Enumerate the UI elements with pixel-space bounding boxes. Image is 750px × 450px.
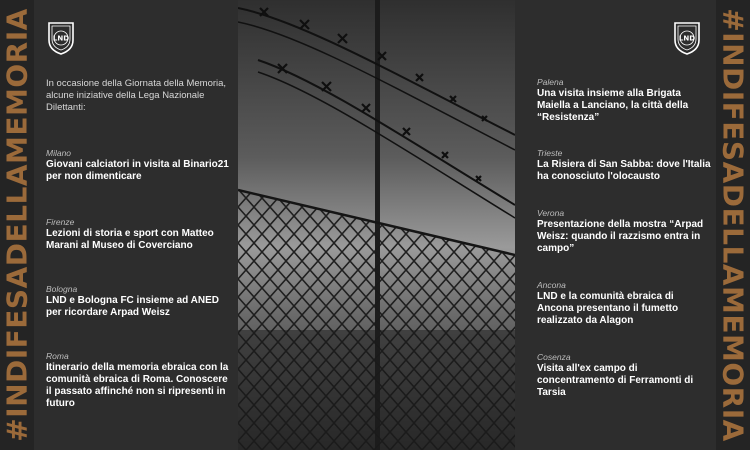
- headline: Una visita insieme alla Brigata Maiella a Lanciano, la città della “Resistenza”: [537, 88, 689, 123]
- headline: Presentazione della mostra “Arpad Weisz: quando il razzismo entra in campo”: [537, 219, 704, 254]
- headline: Itinerario della memoria ebraica con la comunità ebraica di Roma. Conoscere il passato affinché non si ripresenti in futuro: [46, 362, 229, 409]
- lnd-logo-right: [672, 20, 702, 56]
- news-item-palena[interactable]: [537, 77, 712, 124]
- hashtag-text-right: #INDIFESADELLAMEMORIA: [716, 8, 750, 442]
- right-panel: [515, 0, 716, 450]
- hashtag-banner-left: [0, 0, 34, 450]
- hashtag-text-left: #INDIFESADELLAMEMORIA: [0, 8, 34, 442]
- city-label: Cosenza: [537, 352, 571, 362]
- news-item-trieste[interactable]: [537, 148, 712, 183]
- city-label: Firenze: [46, 217, 75, 227]
- barbed-wire-illustration: [238, 0, 515, 450]
- city-label: Milano: [46, 148, 72, 158]
- lnd-logo-left: [46, 20, 76, 56]
- news-item-cosenza[interactable]: [537, 352, 712, 399]
- headline: Lezioni di storia e sport con Matteo Marani al Museo di Coverciano: [46, 228, 214, 251]
- city-label: Bologna: [46, 284, 78, 294]
- news-item-verona[interactable]: [537, 208, 712, 255]
- city-label: Roma: [46, 351, 69, 361]
- intro-text: In occasione della Giornata della Memoria, alcune iniziative della Lega Nazionale Dilettanti:: [46, 78, 227, 113]
- city-label: Trieste: [537, 148, 563, 158]
- headline: Visita all'ex campo di concentramento di Ferramonti di Tarsia: [537, 363, 694, 398]
- news-item-roma[interactable]: [46, 351, 231, 410]
- left-panel: [34, 0, 238, 450]
- headline: LND e Bologna FC insieme ad ANED per ricordare Arpad Weisz: [46, 295, 219, 318]
- lnd-logo-text-right: LND: [678, 34, 696, 43]
- headline: LND e la comunità ebraica di Ancona presentano il fumetto realizzato da Alagon: [537, 291, 679, 326]
- city-label: Verona: [537, 208, 565, 218]
- city-label: Palena: [537, 77, 564, 87]
- headline: Giovani calciatori in visita al Binario21 per non dimenticare: [46, 159, 229, 182]
- news-item-ancona[interactable]: [537, 280, 712, 327]
- news-item-firenze[interactable]: [46, 217, 231, 252]
- headline: La Risiera di San Sabba: dove l'Italia ha conosciuto l'olocausto: [537, 159, 711, 182]
- lnd-logo-text-left: LND: [52, 34, 70, 43]
- news-item-bologna[interactable]: [46, 284, 231, 319]
- hashtag-banner-right: [716, 0, 750, 450]
- barbed-wire-photo: [238, 0, 515, 450]
- news-item-milano[interactable]: [46, 148, 231, 183]
- city-label: Ancona: [537, 280, 566, 290]
